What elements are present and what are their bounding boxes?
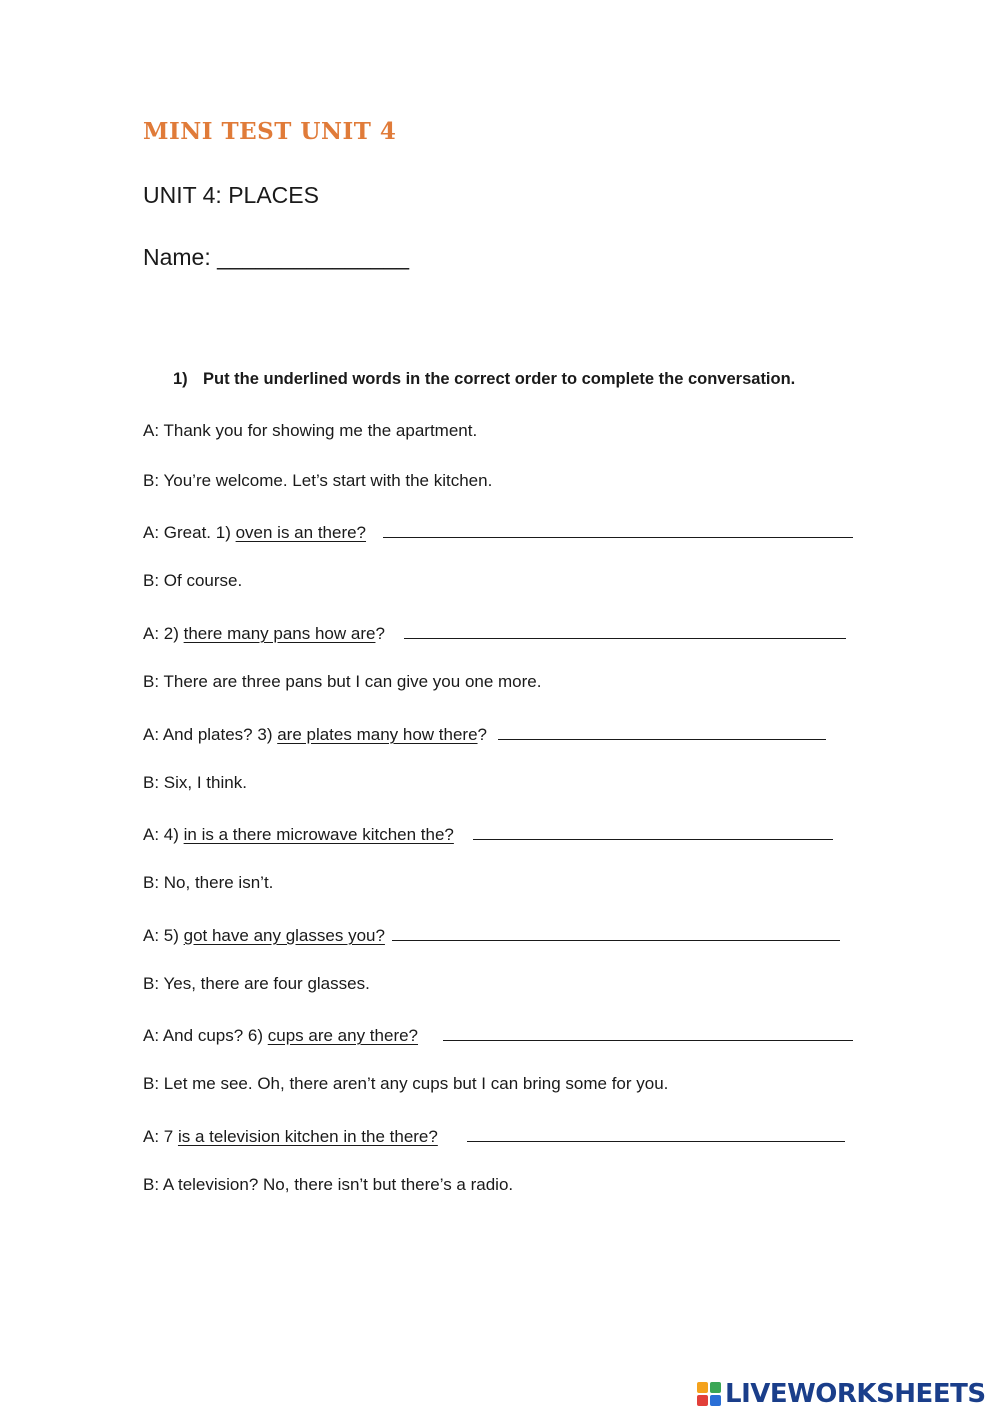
scrambled-words: got have any glasses you?: [183, 926, 385, 945]
dialogue-line-6: [143, 672, 541, 692]
line-text: B: No, there isn’t.: [143, 873, 274, 892]
instruction-text: Put the underlined words in the correct order to complete the conversation.: [203, 370, 796, 388]
line-text: B: Of course.: [143, 571, 243, 590]
name-label: Name: _______________: [143, 244, 410, 270]
line-text: A: Great. 1): [143, 523, 236, 542]
logo-square: [710, 1382, 721, 1393]
scrambled-words: cups are any there?: [267, 1026, 419, 1045]
page-title: MINI TEST UNIT 4: [143, 118, 397, 145]
dialogue-line-14: [143, 1074, 668, 1094]
exercise-instruction: [173, 370, 795, 389]
line-text: A: 7: [143, 1127, 178, 1146]
line-text: A: And plates? 3): [143, 725, 278, 744]
scrambled-words: in is a there microwave kitchen the?: [183, 825, 454, 844]
dialogue-line-1: [143, 421, 477, 441]
answer-blank-2[interactable]: [404, 622, 846, 639]
answer-blank-3[interactable]: [498, 723, 826, 740]
dialogue-line-11: [143, 924, 840, 946]
dialogue-line-12: [143, 974, 370, 994]
logo-mark-icon: [697, 1382, 721, 1406]
liveworksheets-logo: [697, 1380, 986, 1408]
dialogue-line-7: A: And plates? 3) are plates many how there?: [143, 723, 826, 745]
line-text: A: Thank you for showing me the apartment.: [143, 421, 478, 440]
dialogue-line-9: [143, 823, 833, 845]
answer-blank-1[interactable]: [383, 521, 853, 538]
line-text: B: Let me see. Oh, there aren’t any cups but I can bring some for you.: [143, 1074, 669, 1093]
scrambled-words: are plates many how there: [277, 725, 478, 744]
dialogue-line-3: [143, 521, 853, 543]
unit-subtitle: UNIT 4: PLACES: [143, 182, 319, 208]
answer-blank-6[interactable]: [443, 1024, 853, 1041]
answer-blank-5[interactable]: [392, 924, 840, 941]
line-text: B: You’re welcome. Let’s start with the kitchen.: [143, 471, 493, 490]
dialogue-line-16: [143, 1175, 513, 1195]
dialogue-line-5: A: 2) there many pans how are?: [143, 622, 846, 644]
answer-blank-4[interactable]: [473, 823, 833, 840]
exercise-number: 1): [173, 370, 188, 388]
answer-blank-7[interactable]: [467, 1125, 845, 1142]
dialogue-line-2: [143, 471, 492, 491]
line-text: B: There are three pans but I can give you one more.: [143, 672, 542, 691]
dialogue-line-15: [143, 1125, 845, 1147]
scrambled-words: there many pans how are: [183, 624, 376, 643]
dialogue-line-4: [143, 571, 242, 591]
logo-square: [697, 1382, 708, 1393]
line-text: A: 2): [143, 624, 184, 643]
scrambled-words: is a television kitchen in the there?: [177, 1127, 438, 1146]
dialogue-line-10: [143, 873, 273, 893]
line-text: B: A television? No, there isn’t but there’s a radio.: [143, 1175, 514, 1194]
line-text: B: Yes, there are four glasses.: [143, 974, 370, 993]
logo-text: LIVEWORKSHEETS: [725, 1379, 986, 1409]
logo-square: [710, 1395, 721, 1406]
line-text: A: And cups? 6): [143, 1026, 268, 1045]
scrambled-words: oven is an there?: [235, 523, 367, 542]
line-text: B: Six, I think.: [143, 773, 247, 792]
dialogue-line-8: [143, 773, 247, 793]
dialogue-line-13: [143, 1024, 853, 1046]
line-text: A: 4): [143, 825, 184, 844]
logo-square: [697, 1395, 708, 1406]
line-text: A: 5): [143, 926, 184, 945]
